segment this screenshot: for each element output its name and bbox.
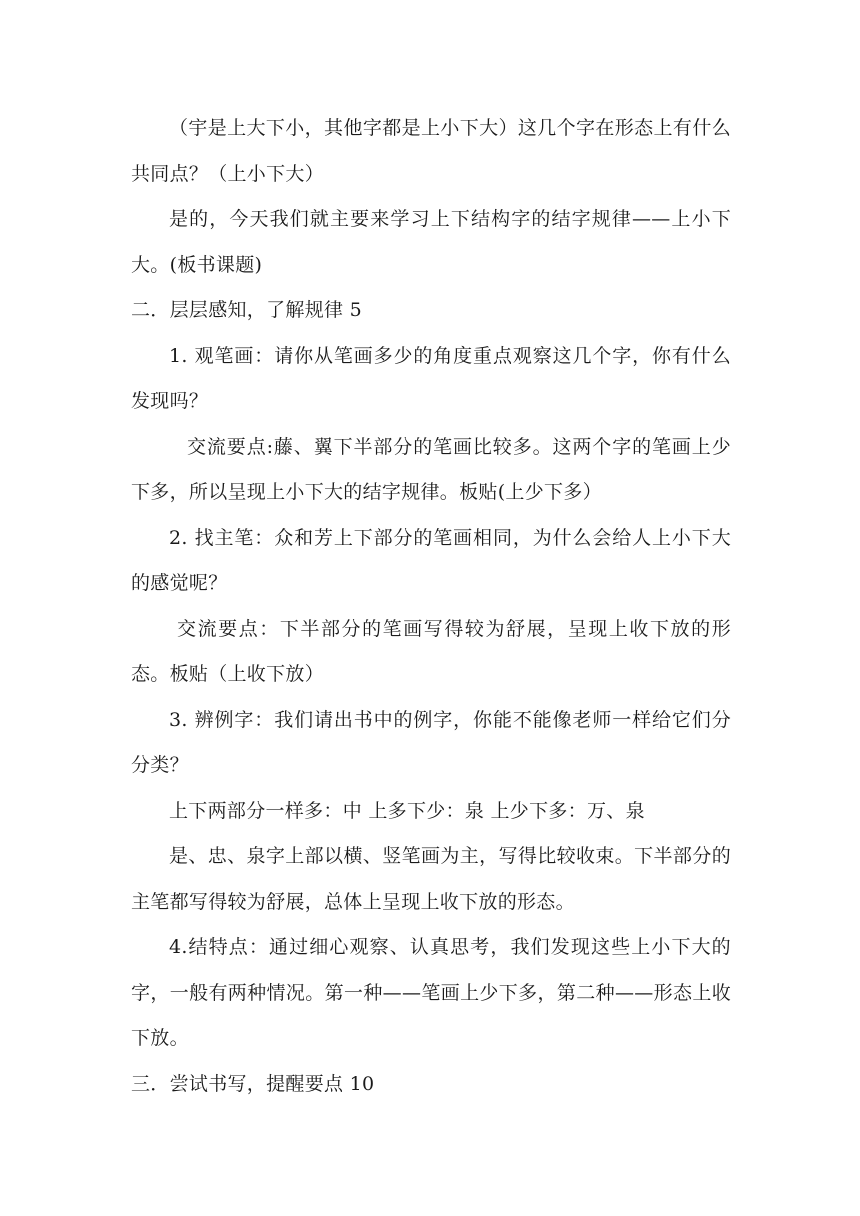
paragraph-step-2: 2. 找主笔：众和芳上下部分的笔画相同，为什么会给人上小下大的感觉呢？	[131, 526, 731, 594]
paragraph-step-3-notes: 是、忠、泉字上部以横、竖笔画为主，写得比较收束。下半部分的主笔都写得较为舒展，总体上呈现上收下放的形态。	[131, 845, 731, 913]
paragraph-step-2-notes: 交流要点：下半部分的笔画写得较为舒展，呈现上收下放的形态。板贴（上收下放）	[131, 617, 731, 685]
paragraph-lesson-topic: 是的，今天我们就主要来学习上下结构字的结字规律——上小下大。(板书课题)	[131, 208, 731, 276]
section-heading-3: 三．尝试书写，提醒要点 10	[131, 1072, 375, 1095]
paragraph-step-1: 1. 观笔画：请你从笔画多少的角度重点观察这几个字，你有什么发现吗？	[131, 344, 731, 412]
paragraph-step-4: 4.结特点：通过细心观察、认真思考，我们发现这些上小下大的字，一般有两种情况。第一种——笔画上少下多，第二种——形态上收下放。	[131, 936, 731, 1049]
paragraph-classification: 上下两部分一样多：中 上多下少：泉 上少下多：万、泉	[169, 799, 645, 822]
paragraph-shape-question: （宇是上大下小，其他字都是上小下大）这几个字在形态上有什么共同点？（上小下大）	[131, 117, 731, 185]
paragraph-step-1-notes: 交流要点:藤、翼下半部分的笔画比较多。这两个字的笔画上少下多，所以呈现上小下大的结字规律。板贴(上少下多）	[131, 435, 731, 503]
section-heading-2: 二．层层感知，了解规律 5	[131, 299, 363, 321]
paragraph-step-3: 3. 辨例字：我们请出书中的例字，你能不能像老师一样给它们分分类？	[131, 708, 731, 776]
document-body	[131, 106, 731, 1107]
